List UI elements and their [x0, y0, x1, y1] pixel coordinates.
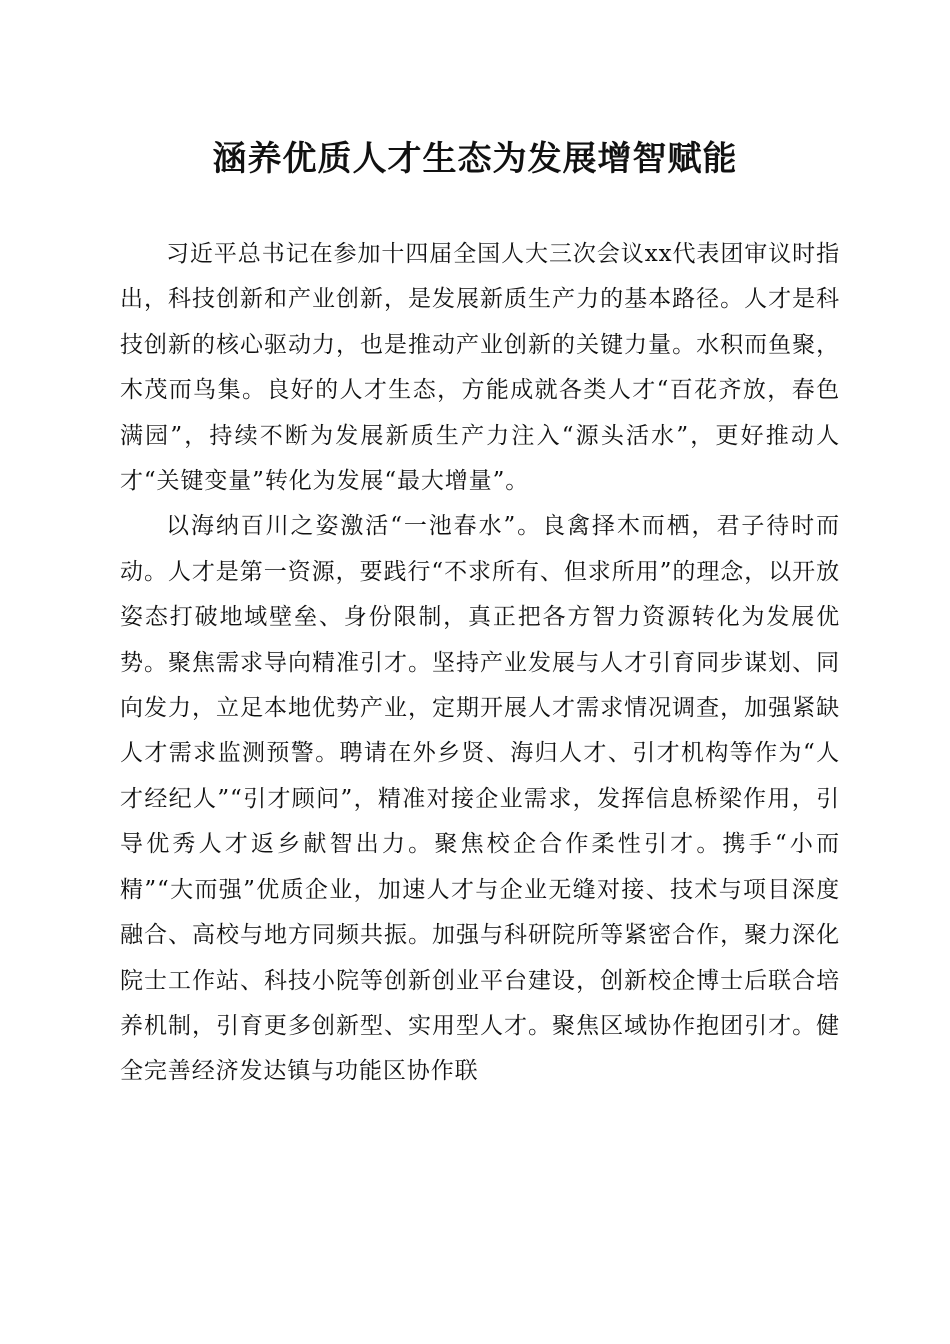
document-title: 涵养优质人才生态为发展增智赋能 — [212, 139, 738, 179]
paragraph-intro: 习近平总书记在参加十四届全国人大三次会议xx代表团审议时指出，科技创新和产业创新，是发展新质生产力的基本路径。人才是科技创新的核心驱动力，也是推动产业创新的关键力量。水积而鱼聚，木茂而鸟集。良好的人才生态，方能成就各类人才“百花齐放，春色满园”，持续不断为发展新质生产力注入“源头活水”，更好推动人才“关键变量”转化为发展“最大增量”。 — [120, 241, 840, 495]
paragraph-talent-attraction: 以海纳百川之姿激活“一池春水”。良禽择木而栖，君子待时而动。人才是第一资源，要践行“不求所有、但求所用”的理念，以开放姿态打破地域壁垒、身份限制，真正把各方智力资源转化为发展优势。聚焦需求导向精准引才。坚持产业发展与人才引育同步谋划、同向发力，立足本地优势产业，定期开展人才需求情况调查，加强紧缺人才需求监测预警。聘请在外乡贤、海归人才、引才机构等作为“人才经纪人”“引才顾问”，精准对接企业需求，发挥信息桥梁作用，引导优秀人才返乡献智出力。聚焦校企合作柔性引才。携手“小而精”“大而强”优质企业，加速人才与企业无缝对接、技术与项目深度融合、高校与地方同频共振。加强与科研院所等紧密合作，聚力深化院士工作站、科技小院等创新创业平台建设，创新校企博士后联合培养机制，引育更多创新型、实用型人才。聚焦区域协作抱团引才。健全完善经济发达镇与功能区协作联 — [120, 513, 840, 1085]
document-body — [120, 232, 840, 1095]
